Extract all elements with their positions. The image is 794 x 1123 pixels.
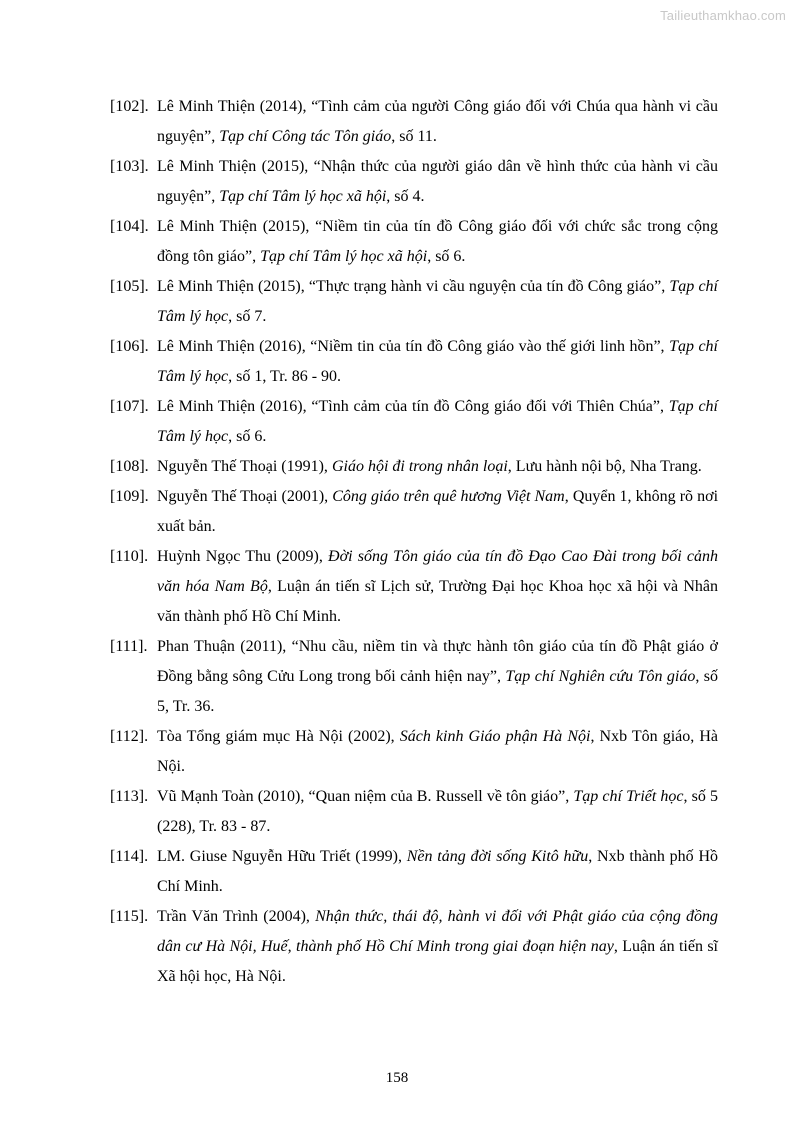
reference-segment: , Lưu hành nội bộ, Nha Trang. (507, 458, 702, 475)
reference-text (157, 398, 718, 445)
reference-item (110, 152, 718, 212)
reference-title-italic: Giáo hội đi trong nhân loại (331, 458, 508, 475)
reference-segment: , số 6. (228, 428, 267, 445)
reference-item (110, 92, 718, 152)
reference-text (157, 278, 718, 325)
reference-number: [105]. (110, 278, 149, 295)
reference-title-italic: Tạp chí Tâm lý học (157, 398, 718, 445)
reference-number: [111]. (110, 638, 148, 655)
reference-item (110, 332, 718, 392)
reference-title-italic: Nhận thức, thái độ, hành vi đối với Phật giáo của cộng đồng dân cư Hà Nội, Huế, thành phố Hồ Chí Minh trong giai đoạn hiện nay (157, 908, 719, 955)
reference-title-italic: Sách kinh Giáo phận Hà Nội (399, 728, 591, 745)
reference-number: [104]. (110, 218, 149, 235)
reference-segment: , Quyển 1, không rõ nơi xuất bản. (157, 488, 719, 535)
reference-item (110, 842, 718, 902)
reference-segment: , số 4. (386, 188, 425, 205)
reference-title-italic: Công giáo trên quê hương Việt Nam (332, 488, 565, 505)
reference-segment: , Nxb thành phố Hồ Chí Minh. (157, 848, 719, 895)
reference-segment: Lê Minh Thiện (2015), “Nhận thức của người giáo dân về hình thức của hành vi cầu nguyện”, (157, 158, 718, 205)
reference-segment: , số 11. (391, 128, 437, 145)
reference-title-italic: Tạp chí Công tác Tôn giáo (219, 128, 392, 145)
reference-segment: , số 6. (427, 248, 466, 265)
reference-title-italic: Tạp chí Triết học (573, 788, 684, 805)
reference-number: [107]. (110, 398, 149, 415)
reference-number: [113]. (110, 788, 149, 805)
reference-item (110, 272, 718, 332)
reference-segment: , số 5, Tr. 36. (157, 668, 718, 715)
reference-number: [110]. (110, 548, 149, 565)
reference-segment: , Luận án tiến sĩ Lịch sử, Trường Đại học Khoa học xã hội và Nhân văn thành phố Hồ Chí Minh. (157, 578, 718, 625)
reference-text (157, 218, 718, 265)
reference-text (157, 548, 718, 625)
reference-text (157, 458, 702, 475)
reference-number: [112]. (110, 728, 149, 745)
reference-text (157, 728, 718, 775)
reference-segment: Nguyễn Thế Thoại (1991), (157, 458, 332, 475)
reference-item (110, 452, 718, 482)
reference-title-italic: Đời sống Tôn giáo của tín đồ Đạo Cao Đài trong bối cảnh văn hóa Nam Bộ (157, 548, 718, 595)
reference-item (110, 722, 718, 782)
reference-segment: Lê Minh Thiện (2016), “Niềm tin của tín đồ Công giáo vào thế giới linh hồn”, (157, 338, 670, 355)
reference-segment: Lê Minh Thiện (2015), “Niềm tin của tín đồ Công giáo đối với chức sắc trong cộng đồng tôn giáo”, (157, 218, 718, 265)
reference-title-italic: Nền tảng đời sống Kitô hữu (406, 848, 589, 865)
reference-segment: Tòa Tổng giám mục Hà Nội (2002), (157, 728, 400, 745)
reference-number: [103]. (110, 158, 149, 175)
reference-item (110, 542, 718, 632)
reference-number: [109]. (110, 488, 149, 505)
reference-text (157, 638, 718, 715)
reference-segment: , số 7. (228, 308, 267, 325)
reference-item (110, 482, 718, 542)
reference-item (110, 902, 718, 992)
reference-title-italic: Tạp chí Tâm lý học xã hội (260, 248, 428, 265)
reference-title-italic: Tạp chí Tâm lý học (157, 338, 719, 385)
watermark-text: Tailieuthamkhao.com (660, 8, 786, 23)
page-number: 158 (385, 1070, 409, 1086)
reference-text (157, 488, 718, 535)
reference-segment: Nguyễn Thế Thoại (2001), (157, 488, 333, 505)
reference-segment: Phan Thuận (2011), “Nhu cầu, niềm tin và thực hành tôn giáo của tín đồ Phật giáo ở Đồng bằng sông Cửu Long trong bối cảnh hiện nay”, (157, 638, 718, 685)
reference-item (110, 782, 718, 842)
reference-text (157, 338, 718, 385)
reference-title-italic: Tạp chí Nghiên cứu Tôn giáo (505, 668, 696, 685)
reference-segment: , Luận án tiến sĩ Xã hội học, Hà Nội. (157, 938, 719, 985)
reference-segment: Lê Minh Thiện (2016), “Tình cảm của tín đồ Công giáo đối với Thiên Chúa”, (157, 398, 669, 415)
reference-number: [108]. (110, 458, 149, 475)
reference-segment: , Nxb Tôn giáo, Hà Nội. (157, 728, 718, 775)
reference-segment: Lê Minh Thiện (2015), “Thực trạng hành vi cầu nguyện của tín đồ Công giáo”, (157, 278, 670, 295)
reference-title-italic: Tạp chí Tâm lý học (157, 278, 718, 325)
reference-item (110, 212, 718, 272)
reference-text (157, 908, 718, 985)
reference-segment: LM. Giuse Nguyễn Hữu Triết (1999), (157, 848, 407, 865)
reference-number: [106]. (110, 338, 149, 355)
reference-segment: Huỳnh Ngọc Thu (2009), (157, 548, 329, 565)
reference-text (157, 848, 718, 895)
reference-item (110, 392, 718, 452)
reference-segment: Trần Văn Trình (2004), (157, 908, 316, 925)
reference-number: [102]. (110, 98, 149, 115)
reference-segment: Lê Minh Thiện (2014), “Tình cảm của người Công giáo đối với Chúa qua hành vi cầu nguyện”, (157, 98, 718, 145)
reference-list (110, 92, 718, 992)
reference-number: [114]. (110, 848, 149, 865)
reference-item (110, 632, 718, 722)
reference-text (157, 158, 718, 205)
reference-segment: Vũ Mạnh Toàn (2010), “Quan niệm của B. Russell về tôn giáo”, (157, 788, 574, 805)
reference-text (157, 98, 718, 145)
reference-segment: , số 1, Tr. 86 - 90. (228, 368, 342, 385)
reference-title-italic: Tạp chí Tâm lý học xã hội (219, 188, 387, 205)
reference-segment: , số 5 (228), Tr. 83 - 87. (157, 788, 718, 835)
reference-text (157, 788, 718, 835)
reference-number: [115]. (110, 908, 149, 925)
